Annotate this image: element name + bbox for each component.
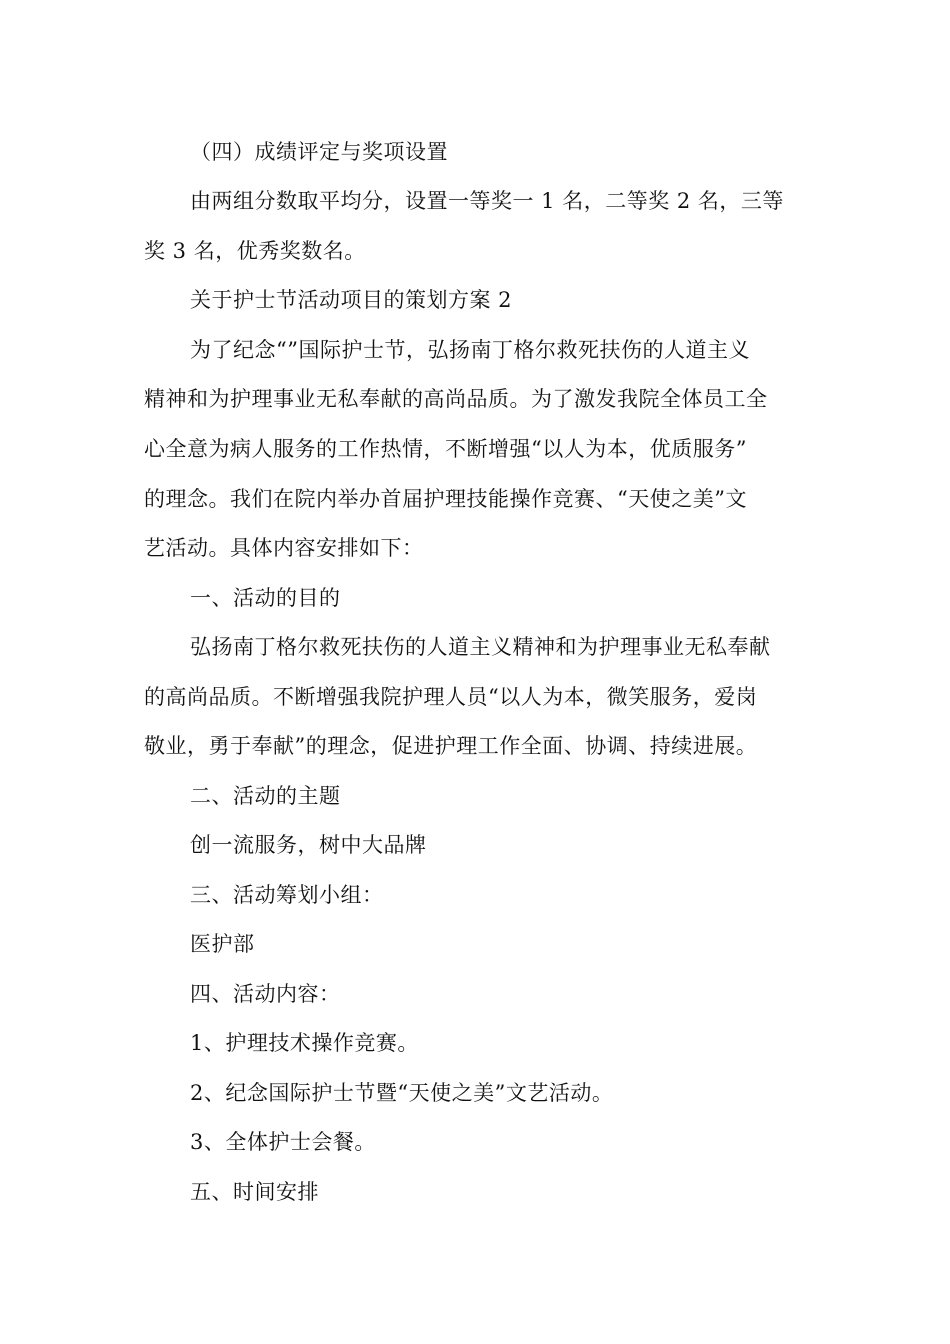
list-item: 3、全体护士会餐。 (190, 1130, 376, 1154)
section-heading-content: 四、活动内容： (190, 982, 341, 1006)
section-heading-award-setting: （四）成绩评定与奖项设置 (190, 140, 448, 164)
paragraph-line: 艺活动。具体内容安排如下： (144, 536, 424, 560)
list-item: 1、护理技术操作竞赛。 (190, 1031, 419, 1055)
paragraph-line: 医护部 (190, 932, 255, 956)
paragraph-line: 的高尚品质。不断增强我院护理人员“以人为本，微笑服务，爱岗 (144, 685, 758, 709)
paragraph-line: 心全意为病人服务的工作热情，不断增强“以人为本，优质服务” (144, 437, 747, 461)
section-heading-purpose: 一、活动的目的 (190, 586, 341, 610)
paragraph-line: 的理念。我们在院内举办首届护理技能操作竞赛、“天使之美”文 (144, 487, 747, 511)
plan-title: 关于护士节活动项目的策划方案 2 (190, 288, 513, 312)
list-item: 2、纪念国际护士节暨“天使之美”文艺活动。 (190, 1081, 614, 1105)
paragraph-line: 由两组分数取平均分，设置一等奖一 1 名，二等奖 2 名，三等 (190, 189, 784, 213)
paragraph-line: 为了纪念“”国际护士节，弘扬南丁格尔救死扶伤的人道主义 (190, 338, 750, 362)
paragraph-line: 敬业，勇于奉献”的理念，促进护理工作全面、协调、持续进展。 (144, 734, 758, 758)
paragraph-line: 创一流服务，树中大品牌 (190, 833, 427, 857)
section-heading-theme: 二、活动的主题 (190, 784, 341, 808)
section-heading-schedule: 五、时间安排 (190, 1180, 319, 1204)
section-heading-planning-group: 三、活动筹划小组： (190, 883, 384, 907)
paragraph-line: 奖 3 名，优秀奖数名。 (144, 239, 366, 263)
paragraph-line: 弘扬南丁格尔救死扶伤的人道主义精神和为护理事业无私奉献 (190, 635, 771, 659)
paragraph-line: 精神和为护理事业无私奉献的高尚品质。为了激发我院全体员工全 (144, 387, 768, 411)
